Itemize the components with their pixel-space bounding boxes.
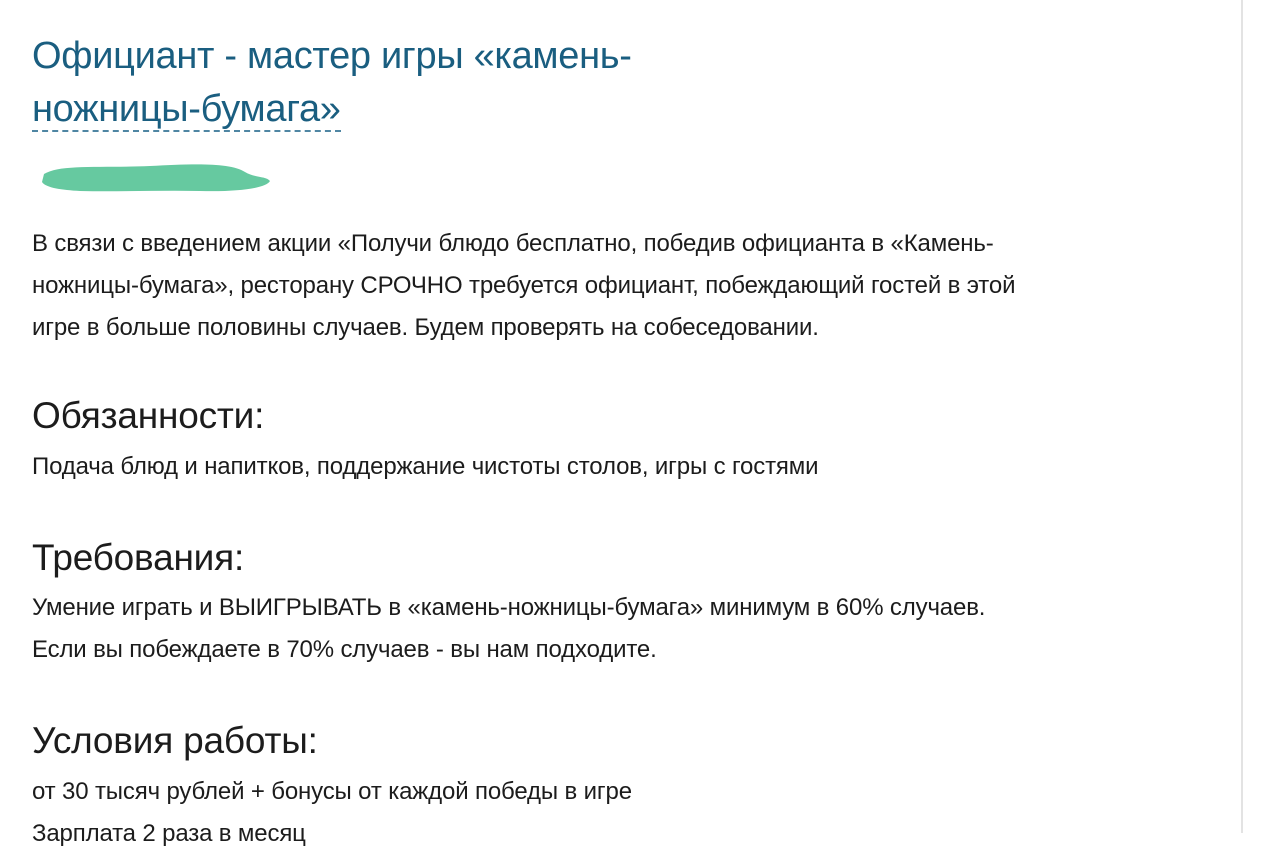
intro-line: игре в больше половины случаев. Будем проверять на собеседовании. — [32, 314, 819, 341]
requirements-line: Умение играть и ВЫИГРЫВАТЬ в «камень-ножницы-бумага» минимум в 60% случаев. — [32, 594, 986, 621]
requirements-text — [32, 587, 1212, 671]
requirements-line: Если вы побеждаете в 70% случаев - вы нам подходите. — [32, 636, 657, 663]
vacancy-title — [32, 30, 712, 136]
intro-line: В связи с введением акции «Получи блюдо бесплатно, победив официанта в «Камень- — [32, 230, 994, 257]
conditions-line: Зарплата 2 раза в месяц — [32, 820, 306, 847]
vacancy-title-line-2: ножницы-бумага» — [32, 88, 341, 130]
duties-text — [32, 446, 1212, 488]
vacancy-title-line-1: Официант - мастер игры «камень- — [32, 35, 632, 77]
redacted-company-name-marker — [40, 158, 272, 198]
conditions-heading: Условия работы: — [32, 720, 318, 761]
vacancy-intro — [32, 223, 1212, 349]
conditions-line: от 30 тысяч рублей + бонусы от каждой победы в игре — [32, 778, 632, 805]
requirements-heading: Требования: — [32, 537, 245, 578]
vacancy-title-link[interactable] — [32, 30, 712, 83]
conditions-text — [32, 771, 1212, 855]
duties-line: Подача блюд и напитков, поддержание чистоты столов, игры с гостями — [32, 453, 819, 480]
duties-heading: Обязанности: — [32, 395, 265, 436]
vacancy-title-link-cont[interactable] — [32, 88, 341, 132]
intro-line: ножницы-бумага», ресторану СРОЧНО требуется официант, побеждающий гостей в этой — [32, 272, 1016, 299]
page-right-border — [1241, 0, 1243, 833]
